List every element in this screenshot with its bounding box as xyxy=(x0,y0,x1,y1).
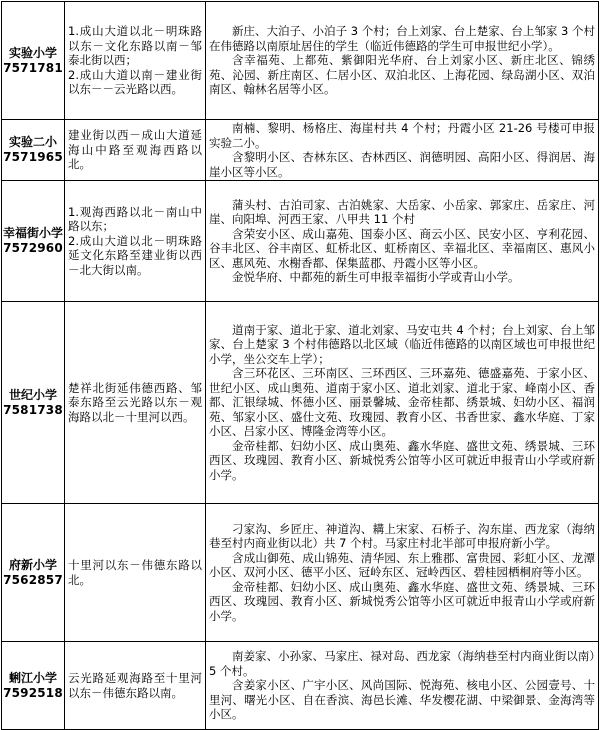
school-cell xyxy=(2,120,65,181)
table-row xyxy=(2,504,599,642)
range-line: 2.成山大道以北－明珠路延文化东路至建业街以西－北大街以南。 xyxy=(68,233,202,277)
school-name: 实验小学 xyxy=(8,45,57,60)
area-paragraph: 刁家沟、乡匠庄、神道沟、耩上宋家、石桥子、沟东崖、西龙家（海纳巷至村内商业街以北）共 7 个村。马家庄村北半部可申报府新小学。 xyxy=(209,521,595,551)
district-range-cell xyxy=(65,302,206,504)
school-phone: 7562857 xyxy=(3,572,63,587)
school-district-table xyxy=(1,1,599,730)
area-paragraph: 金帝桂都、妇幼小区、成山奥苑、鑫水华庭、盛世文苑、绣景城、三环西区、玫瑰园、教育小区、新城悦秀公馆等小区可就近申报青山小学或府新小学。 xyxy=(209,438,595,482)
table-row xyxy=(2,120,599,181)
included-areas-cell xyxy=(206,120,599,181)
area-paragraph: 含黎明小区、杏林东区、杏林西区、润德明园、高阳小区、得润居、海崖小区等小区。 xyxy=(209,150,595,179)
range-line: 1.观海西路以北－南山中路以东； xyxy=(68,204,202,234)
district-range-cell xyxy=(65,120,206,181)
school-name: 府新小学 xyxy=(8,557,57,572)
included-areas-cell xyxy=(206,2,599,120)
area-paragraph: 蒲头村、古泊司家、古泊姚家、大岳家、小岳家、郭家庄、岳家庄、河崖、向阳埠、河西王家、八甲共 11 个村 xyxy=(209,197,595,226)
school-name: 实验二小 xyxy=(8,135,57,149)
area-paragraph: 南姜家、小孙家、马家庄、禄对岛、西龙家（海纳巷至村内商业街以南）5 个村。 xyxy=(209,649,595,678)
range-line: 2.成山大道以南－建业街以东－－云光路以西。 xyxy=(68,67,202,97)
area-paragraph: 含三环花区、三环南区、三环西区、三环嘉苑、德盛嘉苑、于家小区、世纪小区、成山奥苑、道南于家小区、道北刘家、道北于家、峰南小区、香都、汇银绿城、怀德小区、丽景馨城、金帝桂都、绣景城、妇幼小区、福润苑、邹家小区、盛仕文苑、玫瑰园、教育小区、书香世家、鑫水华庭、丁家小区、吕家小区、博隆金湾等小区。 xyxy=(209,366,595,439)
school-phone: 7571965 xyxy=(3,150,63,164)
area-paragraph: 金帝桂都、妇幼小区、成山奥苑、鑫水华庭、盛世文苑、绣景城、三环西区、玫瑰园、教育小区、新城悦秀公馆等小区可就近申报青山小学或府新小学。 xyxy=(209,579,595,623)
table-row xyxy=(2,2,599,120)
area-paragraph: 含幸福苑、上都苑、紫御阳光华府、台上刘家小区、新庄北区、锦绣苑、沁园、新庄南区、仁居小区、双泊北区、上海花园、绿岛湖小区、双泊南区、翰林名居等小区。 xyxy=(209,53,595,97)
table-body xyxy=(2,2,599,730)
district-range-cell xyxy=(65,642,206,730)
area-paragraph: 金悦华府、中都苑的新生可申报幸福街小学或青山小学。 xyxy=(232,270,520,284)
table-row xyxy=(2,302,599,504)
area-paragraph: 新庄、大泊子、小泊子 3 个村；台上刘家、台上楚家、台上邹家 3 个村在伟德路以南原址居住的学生（临近伟德路的学生可申报世纪小学）。 xyxy=(209,24,595,53)
school-phone: 7571781 xyxy=(3,60,63,75)
area-paragraph: 含姜家小区、广宇小区、风尚国际、悦海苑、核电小区、公园壹号、十里河、曙光小区、自在香滨、海邑长滩、华发樱花湖、中梁御景、金海湾等小区。 xyxy=(209,678,595,722)
area-paragraph: 道南于家、道北于家、道北刘家、马安屯共 4 个村；台上刘家、台上邹家、台上楚家 3 个村伟德路以北区域（临近伟德路的以南区域也可申报世纪小学，坐公交车上学）； xyxy=(209,322,595,366)
school-phone: 7592518 xyxy=(3,685,63,700)
range-line: 楚祥北街延伟德西路、邹泰东路至云光路以东－观海路以北－十里河以西。 xyxy=(68,380,202,424)
district-range-cell xyxy=(65,504,206,642)
school-cell xyxy=(2,504,65,642)
school-name: 世纪小学 xyxy=(8,387,57,402)
included-areas-cell xyxy=(206,302,599,504)
area-paragraph: 含荣安小区、成山嘉苑、国泰小区、商云小区、民安小区、亨利花园、谷丰北区、谷丰南区、虹桥北区、虹桥南区、幸福北区、幸福南区、惠风小区、惠风苑、水榭香都、保集蓝郡、丹霞小区等小区。 xyxy=(209,226,595,270)
included-areas-cell xyxy=(206,181,599,302)
area-paragraph: 含成山御苑、成山锦苑、清华园、东上雅郡、富贵园、彩虹小区、龙潭小区、双河小区、德平小区、冠岭东区、冠岭西区、碧桂园栖桐府等小区。 xyxy=(209,550,595,580)
school-name: 蜊江小学 xyxy=(8,670,57,685)
school-cell xyxy=(2,642,65,730)
school-name: 幸福街小学 xyxy=(3,226,64,240)
school-cell xyxy=(2,181,65,302)
range-line: 1.成山大道以北－明珠路以东－文化东路以南－邹泰北街以西； xyxy=(68,24,202,68)
school-cell xyxy=(2,302,65,504)
range-line: 云光路延观海路至十里河以东－伟德东路以南。 xyxy=(68,671,202,700)
table-row xyxy=(2,181,599,302)
table-row xyxy=(2,642,599,730)
included-areas-cell xyxy=(206,642,599,730)
range-line: 建业街以西－成山大道延海山中路至观海西路以北。 xyxy=(68,128,202,172)
area-paragraph: 南楠、黎明、杨格庄、海崖村共 4 个村；丹霞小区 21-26 号楼可申报实验二小。 xyxy=(209,121,595,150)
district-range-cell xyxy=(65,2,206,120)
school-phone: 7572960 xyxy=(3,241,63,255)
range-line: 十里河以东－伟德东路以北。 xyxy=(68,558,202,587)
district-range-cell xyxy=(65,181,206,302)
school-phone: 7581738 xyxy=(3,402,63,417)
school-cell xyxy=(2,2,65,120)
included-areas-cell xyxy=(206,504,599,642)
